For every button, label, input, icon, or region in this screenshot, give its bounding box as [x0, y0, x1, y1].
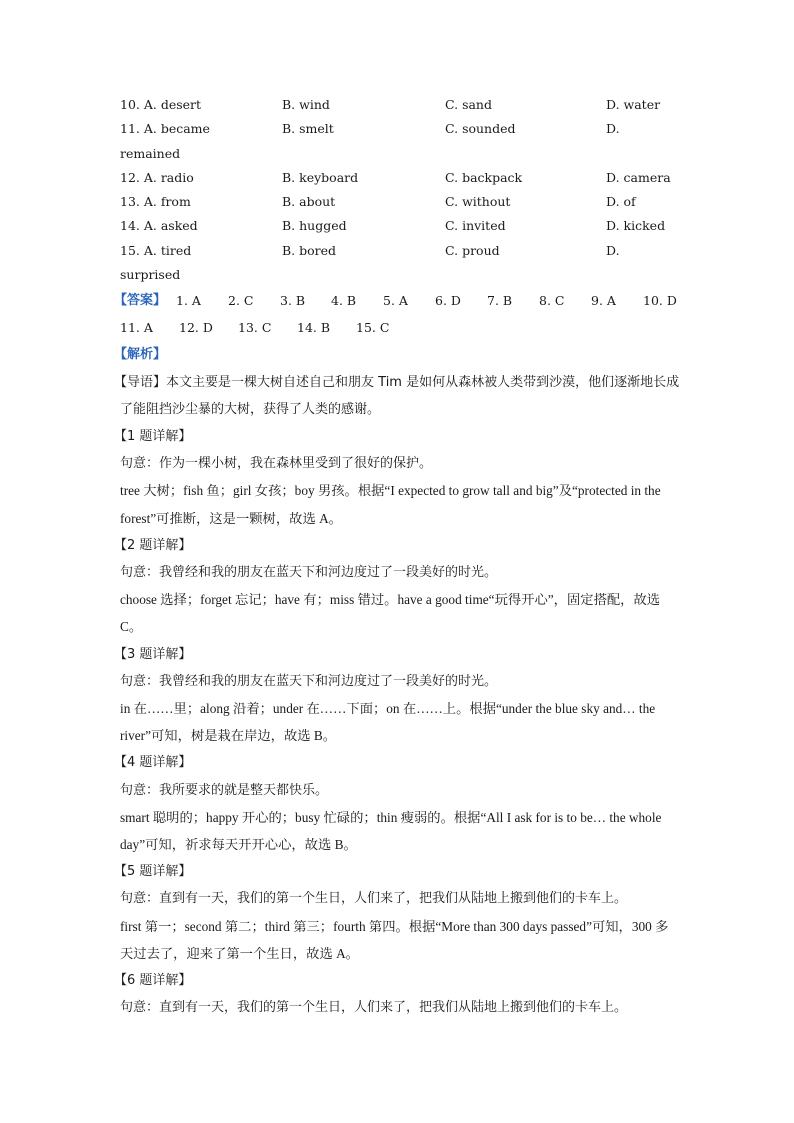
option-row: [120, 93, 680, 117]
option-a: 11. A. became: [120, 121, 210, 137]
option-d: D. of: [606, 194, 636, 210]
option-a: 12. A. radio: [120, 169, 194, 185]
answer-item: 6. D: [435, 293, 461, 309]
option-a: 10. A. desert: [120, 97, 202, 112]
option-b: B. wind: [282, 97, 330, 112]
option-b: B. keyboard: [282, 169, 359, 185]
answer-item: 2. C: [228, 293, 254, 309]
section-detail: in 在……里；along 沿着；under 在……下面；on 在……上。根据“under the blue sky and… the river”可知，树是栽在岸边，故选 B。: [120, 701, 656, 744]
answer-item: 9. A: [591, 293, 616, 309]
answer-item: 4. B: [331, 293, 357, 309]
option-c: C. proud: [445, 242, 500, 258]
section-meaning: 句意：直到有一天，我们的第一个生日，人们来了，把我们从陆地上搬到他们的卡车上。: [120, 1000, 628, 1016]
answer-row: [120, 314, 680, 341]
answer-item: 3. B: [280, 293, 306, 309]
option-c: C. invited: [445, 218, 506, 234]
option-row: [120, 190, 680, 214]
guide-label: 【导语】: [114, 374, 167, 390]
section-title: 【3 题详解】: [114, 646, 192, 662]
option-row: [120, 117, 680, 141]
answer-label: 【答案】: [114, 293, 167, 309]
option-a: 13. A. from: [120, 194, 191, 210]
explanation-section: [114, 967, 680, 1021]
option-c: C. backpack: [445, 169, 523, 185]
section-meaning: 句意：作为一棵小树，我在森林里受到了很好的保护。: [120, 456, 433, 472]
section-meaning: 句意：我曾经和我的朋友在蓝天下和河边度过了一段美好的时光。: [120, 565, 498, 580]
section-detail: smart 聪明的；happy 开心的；busy 忙碌的；thin 瘦弱的。根据“All I ask for is to be… the whole day”可知，祈求每天开开心心，故选 B。: [120, 809, 662, 853]
explanation-section: [114, 641, 680, 750]
section-meaning: 句意：我所要求的就是整天都快乐。: [120, 782, 329, 798]
options-block: [120, 93, 680, 287]
explanation-section: [114, 532, 680, 641]
option-a: 15. A. tired: [120, 242, 192, 258]
answer-item: 7. B: [487, 293, 513, 309]
section-title: 【6 题详解】: [114, 973, 192, 989]
answer-item: 12. D: [179, 320, 213, 336]
answer-row: [114, 287, 680, 314]
explanation-section: [114, 749, 680, 858]
option-c: C. sounded: [445, 121, 516, 137]
answer-item: 5. A: [383, 293, 408, 309]
answer-item: 15. C: [356, 320, 390, 336]
option-c: C. sand: [445, 97, 492, 112]
answer-item: 14. B: [297, 320, 331, 336]
option-row: [120, 214, 680, 238]
document-page: [114, 93, 680, 1021]
section-title: 【1 题详解】: [114, 428, 192, 444]
option-d: D. water: [606, 97, 661, 112]
option-b: B. about: [282, 194, 336, 210]
section-detail: tree 大树；fish 鱼；girl 女孩；boy 男孩。根据“I expected to grow tall and big”及“protected in the forest”可推断，这是一颗树，故选 A。: [120, 483, 661, 526]
guide-paragraph: [114, 369, 680, 423]
analysis-label: 【解析】: [114, 347, 167, 363]
answer-item: 1. A: [176, 293, 201, 309]
section-title: 【2 题详解】: [114, 537, 192, 553]
option-wrap: remained: [120, 145, 181, 161]
section-detail: choose 选择；forget 忘记；have 有；miss 错过。have a good time“玩得开心”，固定搭配，故选 C。: [120, 592, 661, 635]
option-c: C. without: [445, 194, 511, 210]
analysis-heading: [114, 341, 680, 368]
option-b: B. bored: [282, 242, 337, 258]
answer-item: 10. D: [643, 293, 677, 309]
option-row: [120, 166, 680, 190]
option-row: [120, 239, 680, 263]
section-meaning: 句意：我曾经和我的朋友在蓝天下和河边度过了一段美好的时光。: [120, 673, 498, 689]
section-detail: first 第一；second 第二；third 第三；fourth 第四。根据“More than 300 days passed”可知，300 多天过去了，迎来了第一个生日，故选 A。: [120, 918, 669, 961]
explanation-section: [114, 423, 680, 532]
answer-item: 11. A: [120, 320, 153, 336]
option-wrap: surprised: [120, 267, 181, 283]
section-title: 【4 题详解】: [114, 755, 192, 771]
section-meaning: 句意：直到有一天，我们的第一个生日，人们来了，把我们从陆地上搬到他们的卡车上。: [120, 891, 628, 907]
option-b: B. hugged: [282, 218, 347, 234]
option-d: D. camera: [606, 169, 671, 185]
guide-text: 本文主要是一棵大树自述自己和朋友 Tim 是如何从森林被人类带到沙漠，他们逐渐地长成了能阻挡沙尘暴的大树，获得了人类的感谢。: [120, 374, 680, 417]
section-title: 【5 题详解】: [114, 864, 192, 880]
option-b: B. smelt: [282, 121, 334, 137]
option-d: D. kicked: [606, 218, 666, 234]
option-a: 14. A. asked: [120, 218, 198, 234]
explanation-section: [114, 858, 680, 967]
answer-item: 8. C: [539, 293, 565, 309]
option-d: D.: [606, 242, 620, 258]
option-d: D.: [606, 121, 620, 137]
answer-item: 13. C: [238, 320, 272, 336]
